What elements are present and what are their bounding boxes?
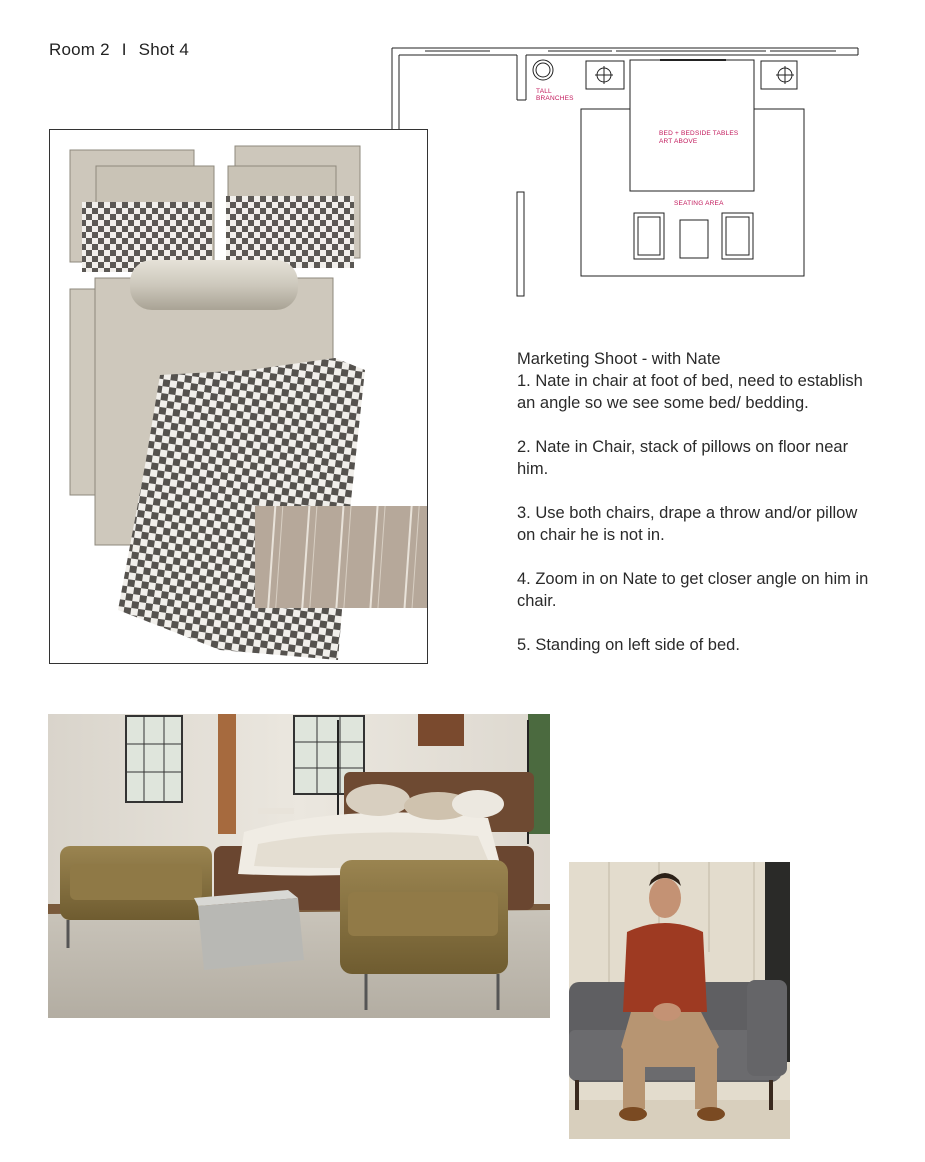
header-separator: I bbox=[121, 40, 127, 59]
nate-portrait-photo bbox=[569, 862, 790, 1139]
note-item-3: 3. Use both chairs, drape a throw and/or pillow on chair he is not in. bbox=[517, 504, 858, 544]
note-item-1: 1. Nate in chair at foot of bed, need to establish an angle so we see some bed/ bedding. bbox=[517, 372, 863, 412]
bedding-swatches bbox=[50, 130, 428, 664]
note-item-4: 4. Zoom in on Nate to get closer angle on him in chair. bbox=[517, 570, 869, 610]
note-item-2: 2. Nate in Chair, stack of pillows on floor near him. bbox=[517, 438, 849, 478]
bedding-swatch-collage bbox=[49, 129, 428, 664]
bedroom-scene bbox=[48, 714, 550, 1018]
page-title bbox=[49, 40, 189, 60]
notes-title: Marketing Shoot - with Nate bbox=[517, 350, 721, 368]
shoot-notes bbox=[517, 348, 877, 656]
floor-plan-drawing bbox=[390, 46, 860, 300]
shot-label: Shot 4 bbox=[138, 40, 190, 59]
note-item-5: 5. Standing on left side of bed. bbox=[517, 636, 740, 654]
art-label: ART ABOVE bbox=[659, 138, 698, 145]
bed-label: BED + BEDSIDE TABLES bbox=[659, 130, 739, 137]
seating-area-label: SEATING AREA bbox=[674, 200, 724, 207]
bedroom-photo bbox=[48, 714, 550, 1018]
floor-plan bbox=[390, 46, 860, 300]
portrait-scene bbox=[569, 862, 790, 1139]
room-label: Room 2 bbox=[49, 40, 110, 59]
tall-branches-label: TALL BRANCHES bbox=[536, 88, 574, 102]
